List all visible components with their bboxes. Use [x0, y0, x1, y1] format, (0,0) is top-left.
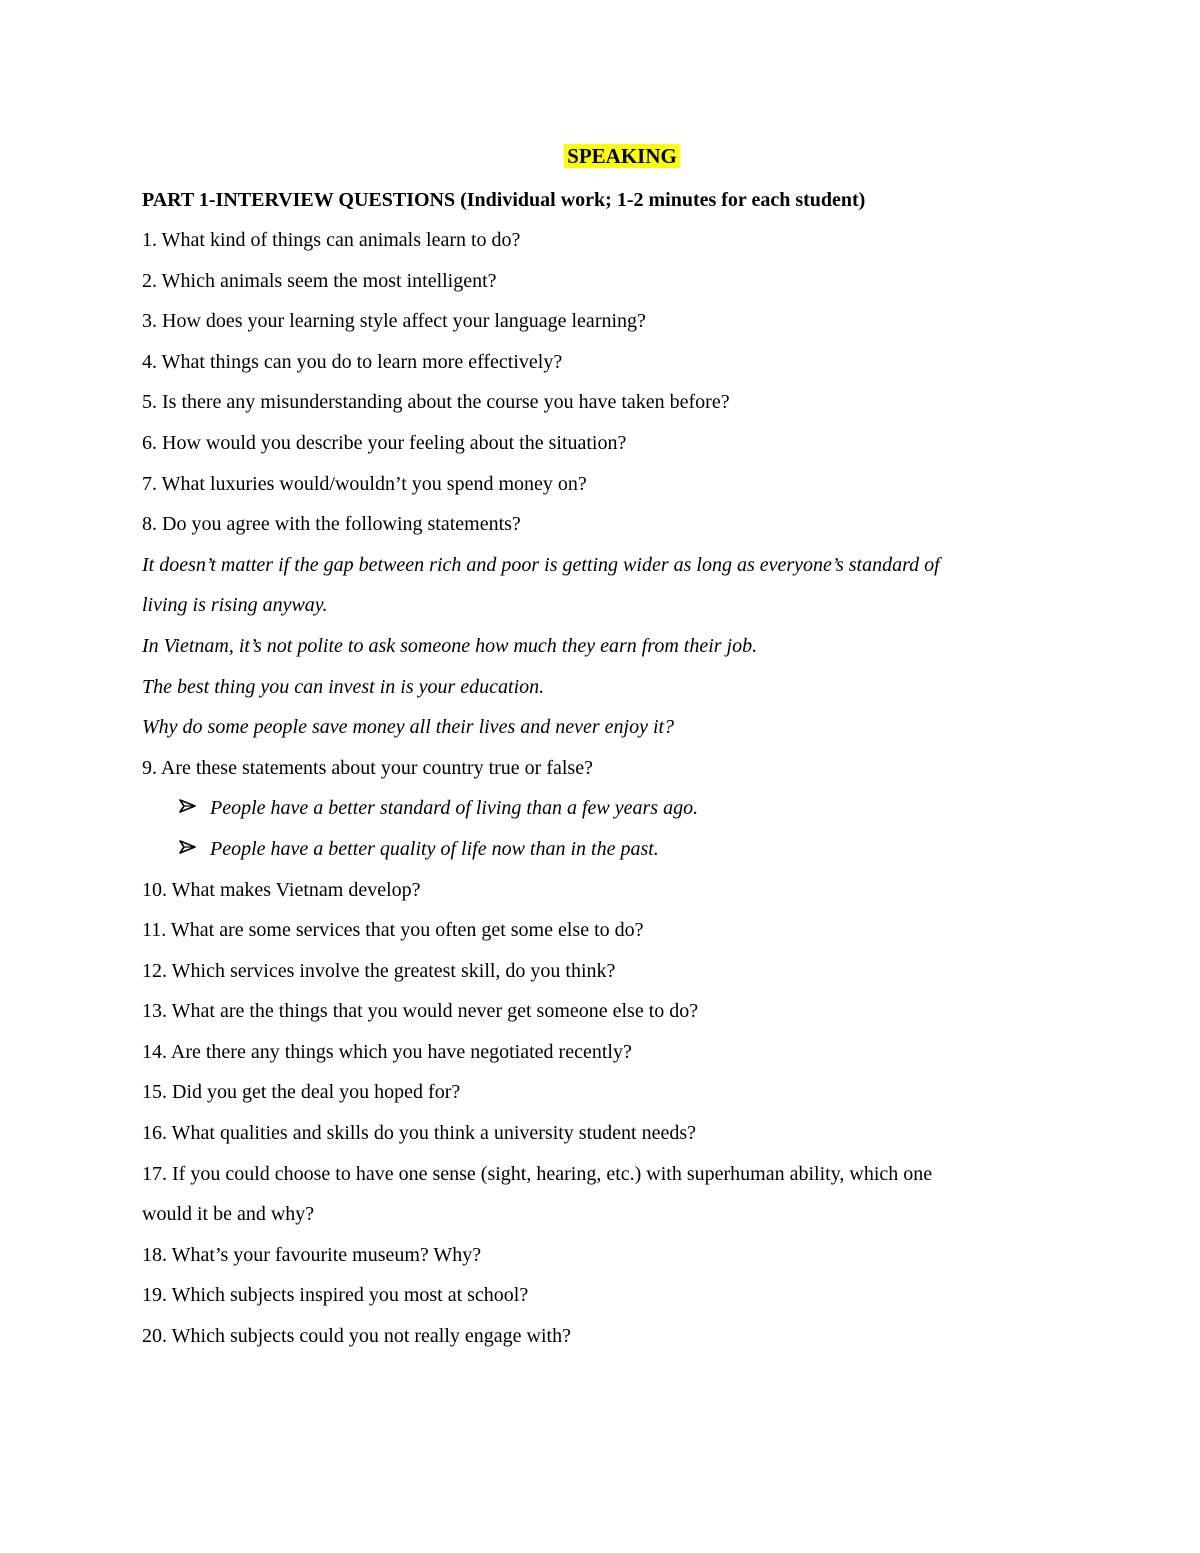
title-line: [142, 140, 1102, 172]
statement-1-line-2: living is rising anyway.: [142, 594, 328, 617]
question-7: 7. What luxuries would/wouldn’t you spend money on?: [142, 472, 587, 495]
arrowhead-bullet-icon: [178, 788, 210, 829]
bullet-item-1-text: People have a better standard of living than a few years ago.: [210, 797, 699, 820]
question-20: 20. Which subjects could you not really engage with?: [142, 1325, 571, 1348]
question-11: 11. What are some services that you often get some else to do?: [142, 919, 644, 942]
question-2: 2. Which animals seem the most intelligent?: [142, 269, 497, 292]
bullet-item-1: [142, 788, 1102, 829]
question-15: 15. Did you get the deal you hoped for?: [142, 1081, 461, 1104]
question-14: 14. Are there any things which you have negotiated recently?: [142, 1040, 632, 1063]
question-8: 8. Do you agree with the following statements?: [142, 513, 521, 536]
question-13: 13. What are the things that you would never get someone else to do?: [142, 1000, 699, 1023]
question-9: 9. Are these statements about your country true or false?: [142, 756, 593, 779]
bullet-item-2-text: People have a better quality of life now than in the past.: [210, 837, 659, 860]
question-19: 19. Which subjects inspired you most at school?: [142, 1284, 529, 1307]
document-body: [142, 140, 1102, 1357]
question-6: 6. How would you describe your feeling about the situation?: [142, 431, 627, 454]
question-10: 10. What makes Vietnam develop?: [142, 878, 421, 901]
question-17-line-1: 17. If you could choose to have one sense (sight, hearing, etc.) with superhuman ability, which one: [142, 1162, 933, 1185]
statement-3: The best thing you can invest in is your education.: [142, 675, 545, 698]
bullet-item-2: [142, 829, 1102, 870]
question-3: 3. How does your learning style affect your language learning?: [142, 310, 646, 333]
statement-2: In Vietnam, it’s not polite to ask someone how much they earn from their job.: [142, 634, 758, 657]
question-12: 12. Which services involve the greatest skill, do you think?: [142, 959, 616, 982]
question-17-line-2: would it be and why?: [142, 1203, 315, 1226]
statement-4: Why do some people save money all their lives and never enjoy it?: [142, 716, 675, 739]
part-heading: PART 1-INTERVIEW QUESTIONS (Individual work; 1-2 minutes for each student): [142, 189, 866, 211]
question-5: 5. Is there any misunderstanding about the course you have taken before?: [142, 391, 730, 414]
statement-1-line-1: It doesn’t matter if the gap between rich and poor is getting wider as long as everyone’s standard of: [142, 553, 940, 576]
question-16: 16. What qualities and skills do you think a university student needs?: [142, 1122, 696, 1145]
arrowhead-bullet-icon: [178, 829, 210, 870]
question-4: 4. What things can you do to learn more effectively?: [142, 350, 563, 373]
question-1: 1. What kind of things can animals learn to do?: [142, 229, 521, 251]
page-title: SPEAKING: [564, 144, 680, 168]
question-18: 18. What’s your favourite museum? Why?: [142, 1243, 482, 1266]
